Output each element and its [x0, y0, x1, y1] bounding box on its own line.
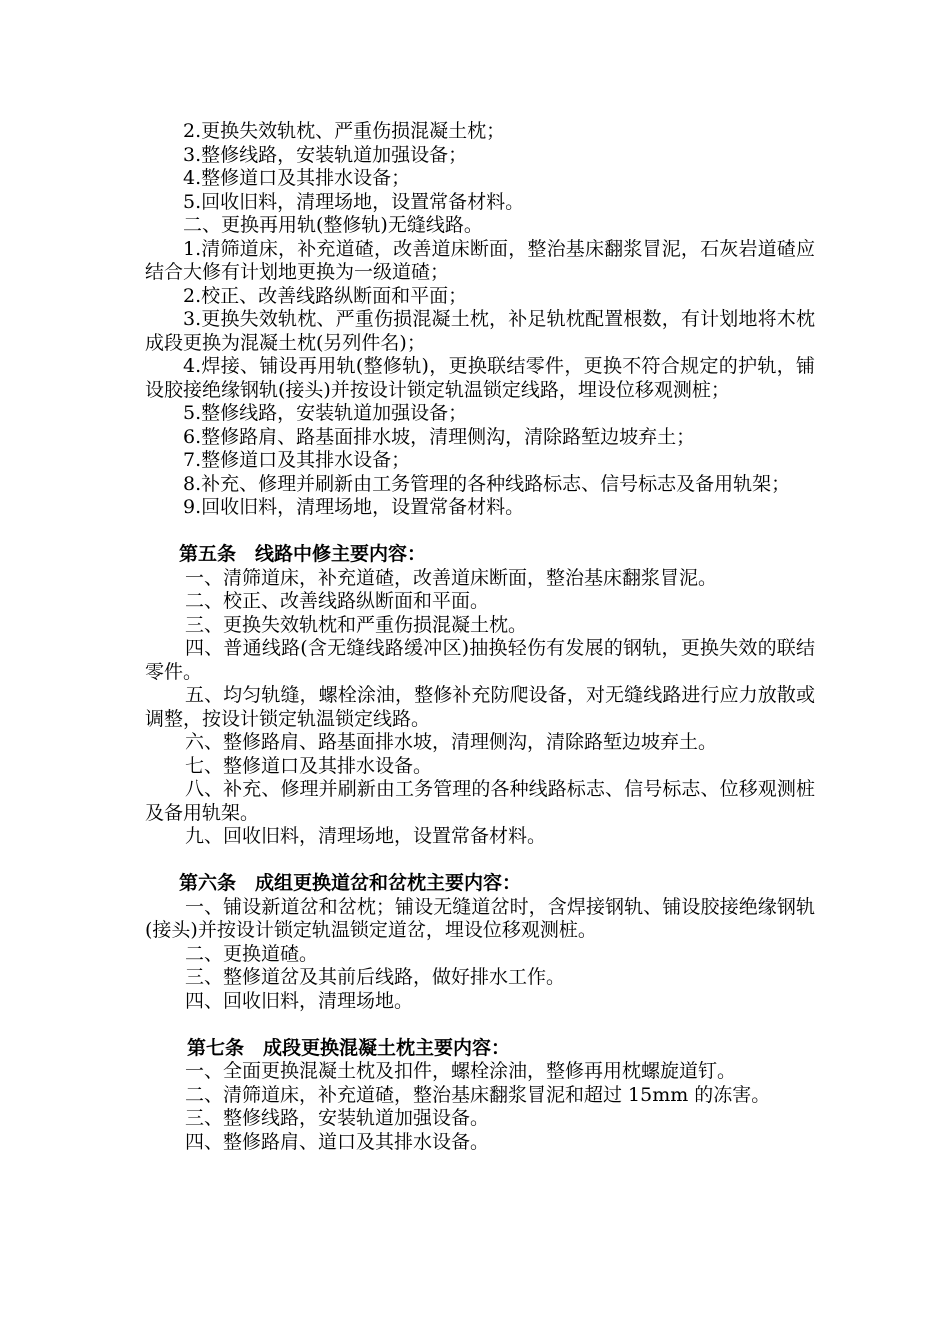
paragraph-gap — [145, 520, 815, 544]
list-item: 4.整修道口及其排水设备； — [183, 167, 411, 189]
list-item: 五、均匀轨缝，螺栓涂油，整修补充防爬设备，对无缝线路进行应力放散或调整，按设计锁定轨温锁定线路。 — [145, 684, 815, 730]
list-item: 6.整修路肩、路基面排水坡，清理侧沟，清除路堑边坡弃土； — [183, 425, 696, 448]
list-item: 1.清筛道床，补充道碴，改善道床断面，整治基床翻浆冒泥，石灰岩道碴应结合大修有计划地更换为一级道碴； — [145, 237, 815, 283]
list-item: 2.更换失效轨枕、严重伤损混凝土枕； — [183, 120, 506, 142]
list-item: 八、补充、修理并刷新由工务管理的各种线路标志、信号标志、位移观测桩及备用轨架。 — [145, 778, 815, 824]
list-item: 5.回收旧料，清理场地，设置常备材料。 — [183, 190, 525, 213]
list-item: 九、回收旧料，清理场地，设置常备材料。 — [185, 825, 547, 847]
list-item: 7.整修道口及其排水设备； — [183, 449, 411, 471]
list-item: 一、全面更换混凝土枕及扣件，螺栓涂油，整修再用枕螺旋道钉。 — [185, 1060, 737, 1082]
list-item: 三、整修线路，安装轨道加强设备。 — [185, 1107, 490, 1129]
list-item: 三、更换失效轨枕和严重伤损混凝土枕。 — [185, 613, 528, 636]
list-item: 六、整修路肩、路基面排水坡，清理侧沟，清除路堑边坡弃土。 — [185, 731, 718, 753]
list-item: 三、整修道岔及其前后线路，做好排水工作。 — [185, 966, 566, 988]
list-item: 二、校正、改善线路纵断面和平面。 — [185, 590, 490, 612]
list-item: 5.整修线路，安装轨道加强设备； — [183, 402, 468, 424]
document-body — [145, 120, 815, 1154]
list-item: 四、整修路肩、道口及其排水设备。 — [185, 1130, 490, 1153]
list-item: 一、铺设新道岔和岔枕；铺设无缝道岔时，含焊接钢轨、铺设胶接绝缘钢轨(接头)并按设计锁定轨温锁定道岔，埋设位移观测桩。 — [145, 895, 815, 941]
paragraph-gap — [145, 1013, 815, 1037]
article-6-heading: 第六条 成组更换道岔和岔枕主要内容： — [179, 872, 522, 894]
list-item: 七、整修道口及其排水设备。 — [185, 754, 433, 777]
list-item: 4.焊接、铺设再用轨(整修轨)，更换联结零件，更换不符合规定的护轨，铺设胶接绝缘钢轨(接头)并按设计锁定轨温锁定线路，埋设位移观测桩； — [145, 355, 815, 401]
list-item: 四、普通线路(含无缝线路缓冲区)抽换轻伤有发展的钢轨，更换失效的联结零件。 — [145, 637, 815, 683]
list-item: 3.整修线路，安装轨道加强设备； — [183, 143, 468, 166]
list-item: 二、清筛道床，补充道碴，整治基床翻浆冒泥和超过 15mm 的冻害。 — [185, 1083, 771, 1106]
list-item: 一、清筛道床，补充道碴，改善道床断面，整治基床翻浆冒泥。 — [185, 566, 718, 589]
list-item: 二、更换再用轨(整修轨)无缝线路。 — [183, 214, 483, 236]
paragraph-gap — [145, 849, 815, 873]
list-item: 二、更换道碴。 — [185, 942, 319, 965]
list-item: 9.回收旧料，清理场地，设置常备材料。 — [183, 496, 525, 518]
article-5-heading: 第五条 线路中修主要内容： — [179, 543, 427, 565]
list-item: 3.更换失效轨枕、严重伤损混凝土枕，补足轨枕配置根数，有计划地将木枕成段更换为混凝土枕(另列件名)； — [145, 308, 815, 354]
list-item: 四、回收旧料，清理场地。 — [185, 989, 414, 1012]
list-item: 2.校正、改善线路纵断面和平面； — [183, 284, 468, 307]
article-7-heading: 第七条 成段更换混凝土枕主要内容： — [187, 1036, 511, 1059]
list-item: 8.补充、修理并刷新由工务管理的各种线路标志、信号标志及备用轨架； — [183, 472, 791, 495]
